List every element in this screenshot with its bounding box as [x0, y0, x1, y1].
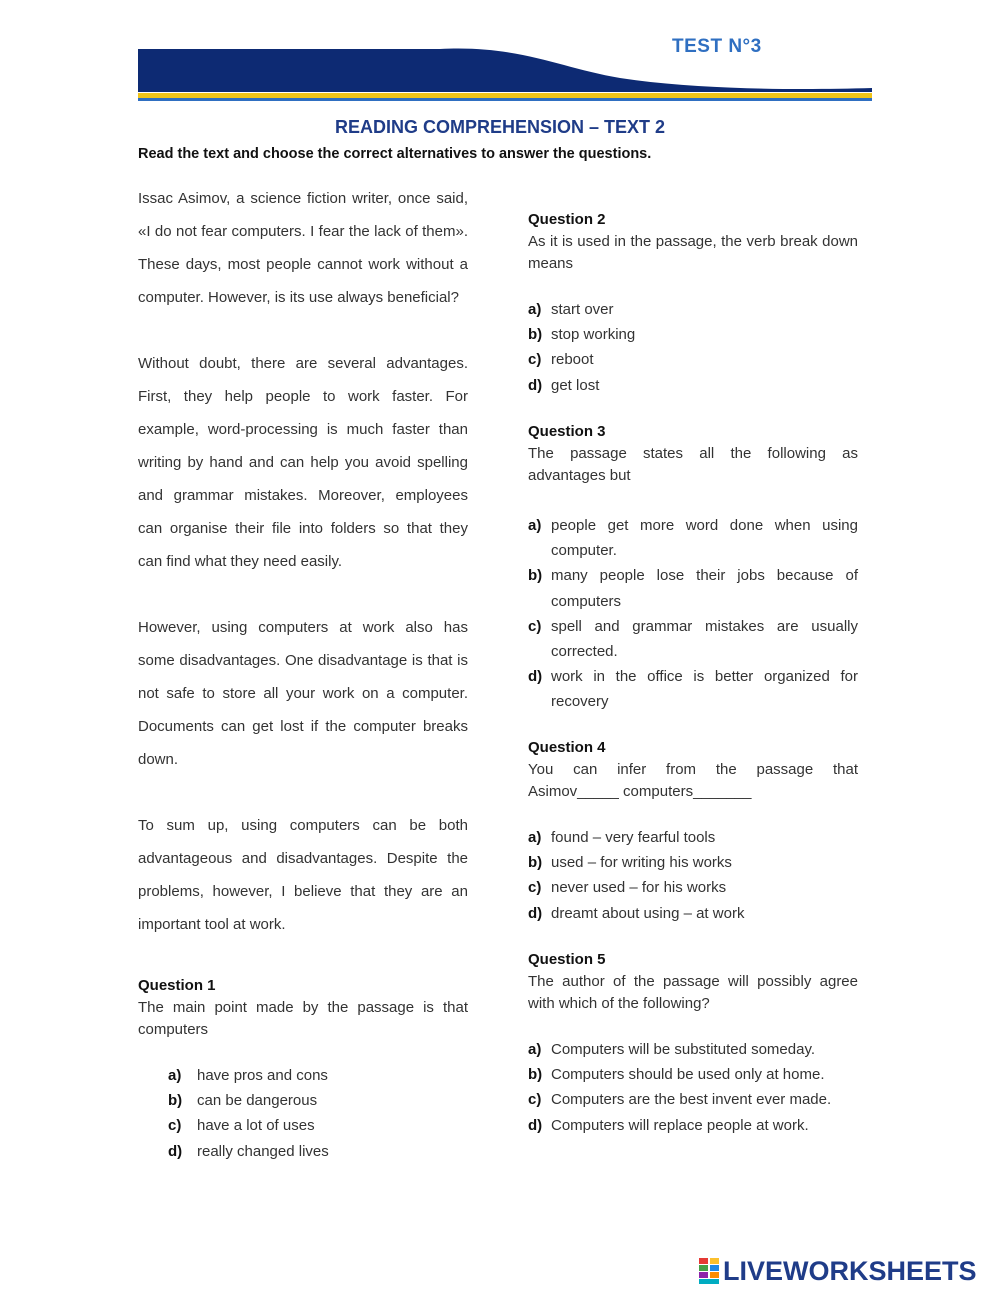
answer-option[interactable] [138, 1088, 468, 1113]
answer-option[interactable] [528, 901, 858, 926]
option-text: have pros and cons [197, 1067, 328, 1084]
option-letter: b) [168, 1092, 183, 1110]
option-letter: a) [528, 301, 542, 318]
passage-paragraph: Without doubt, there are several advantages. First, they help people to work faster. For example, word-processing is much faster than writing by hand and can help you avoid spelling and grammar mistakes. Moreover, employees can organise their file into folders so that they can find what they need easily. [138, 355, 468, 570]
option-text: Computers will be substituted someday. [551, 1041, 816, 1058]
answer-option[interactable] [528, 563, 858, 613]
instructions: Read the text and choose the correct alternatives to answer the questions. [138, 146, 652, 162]
option-letter: a) [528, 1041, 542, 1058]
option-letter: d) [528, 668, 543, 686]
answer-option[interactable] [528, 850, 858, 875]
question-text: As it is used in the passage, the verb break down means [528, 233, 858, 272]
answer-option[interactable] [528, 664, 858, 714]
answer-option[interactable] [528, 1037, 858, 1062]
question-text: The author of the passage will possibly agree with which of the following? [528, 973, 858, 1012]
answer-options [528, 1037, 858, 1138]
option-letter: a) [528, 517, 542, 534]
answer-options [528, 825, 858, 926]
answer-options [138, 1063, 468, 1164]
option-text: found – very fearful tools [551, 829, 716, 846]
option-text: have a lot of uses [197, 1117, 315, 1135]
option-text: many people lose their jobs because of computers [551, 567, 858, 610]
question-5 [528, 949, 858, 1138]
option-letter: c) [168, 1117, 182, 1135]
option-letter: a) [168, 1067, 182, 1084]
test-number-label: TEST N°3 [672, 36, 762, 57]
option-text: get lost [551, 376, 600, 394]
answer-option[interactable] [528, 513, 858, 563]
option-letter: c) [528, 879, 542, 897]
answer-option[interactable] [528, 297, 858, 322]
answer-option[interactable] [528, 875, 858, 900]
liveworksheets-logo[interactable] [698, 1255, 977, 1287]
option-letter: b) [528, 1066, 543, 1084]
option-text: Computers should be used only at home. [551, 1066, 825, 1084]
option-letter: c) [528, 1091, 542, 1109]
option-text: dreamt about using – at work [551, 904, 745, 922]
option-letter: d) [528, 376, 543, 394]
option-text: people get more word done when using computer. [551, 517, 858, 560]
question-3 [528, 421, 858, 715]
option-text: stop working [551, 326, 636, 344]
option-letter: b) [528, 854, 543, 872]
answer-option[interactable] [528, 1062, 858, 1087]
option-letter: b) [528, 567, 543, 585]
option-text: start over [551, 301, 614, 318]
passage-paragraph: To sum up, using computers can be both advantageous and disadvantages. Despite the problems, however, I believe that they are an important tool at work. [138, 817, 468, 933]
option-letter: c) [528, 351, 542, 369]
question-title: Question 5 [528, 951, 606, 968]
option-text: work in the office is better organized for recovery [551, 668, 858, 711]
question-text: The passage states all the following as advantages but [528, 445, 858, 484]
option-text: can be dangerous [197, 1092, 318, 1110]
answer-option[interactable] [528, 1113, 858, 1138]
answer-option[interactable] [528, 614, 858, 664]
question-text: The main point made by the passage is that computers [138, 999, 468, 1038]
question-title: Question 4 [528, 739, 606, 756]
question-text: You can infer from the passage that Asimov_____ computers_______ [528, 761, 858, 800]
reading-passage [138, 182, 468, 941]
answer-option[interactable] [528, 347, 858, 372]
answer-option[interactable] [138, 1063, 468, 1088]
option-text: really changed lives [197, 1142, 329, 1160]
option-text: spell and grammar mistakes are usually corrected. [551, 617, 858, 661]
passage-paragraph: However, using computers at work also has some disadvantages. One disadvantage is that is not safe to store all your work on a computer. Documents can get lost if the computer breaks down. [138, 619, 468, 768]
option-text: never used – for his works [551, 879, 727, 897]
header-blue-stripe [138, 98, 872, 101]
answer-option[interactable] [528, 373, 858, 398]
page-title: READING COMPREHENSION – TEXT 2 [334, 117, 666, 137]
option-text: used – for writing his works [551, 854, 732, 872]
question-2 [528, 209, 858, 398]
question-title: Question 1 [138, 977, 216, 994]
passage-paragraph: Issac Asimov, a science fiction writer, once said, «I do not fear computers. I fear the lack of them». These days, most people cannot work without a computer. However, is its use always beneficial? [138, 190, 468, 306]
option-letter: d) [528, 904, 543, 922]
answer-option[interactable] [528, 825, 858, 850]
option-letter: c) [528, 617, 542, 635]
answer-option[interactable] [528, 1087, 858, 1112]
option-text: Computers are the best invent ever made. [551, 1091, 832, 1109]
option-letter: d) [528, 1116, 543, 1134]
option-letter: b) [528, 326, 543, 344]
header-gold-stripe [138, 93, 872, 98]
question-4 [528, 737, 858, 926]
liveworksheets-cube-icon [698, 1257, 720, 1285]
question-1 [138, 975, 468, 1164]
option-text: reboot [551, 351, 594, 369]
answer-option[interactable] [138, 1139, 468, 1164]
answer-option[interactable] [138, 1113, 468, 1138]
option-text: Computers will replace people at work. [551, 1116, 809, 1134]
answer-option[interactable] [528, 322, 858, 347]
question-title: Question 2 [528, 211, 606, 228]
answer-options [528, 297, 858, 398]
question-title: Question 3 [528, 423, 606, 440]
logo-text: LIVEWORKSHEETS [723, 1255, 977, 1286]
header-banner-shape [138, 49, 872, 92]
option-letter: d) [168, 1142, 183, 1160]
header-banner [0, 40, 1000, 110]
option-letter: a) [528, 829, 542, 846]
answer-options [528, 513, 858, 715]
